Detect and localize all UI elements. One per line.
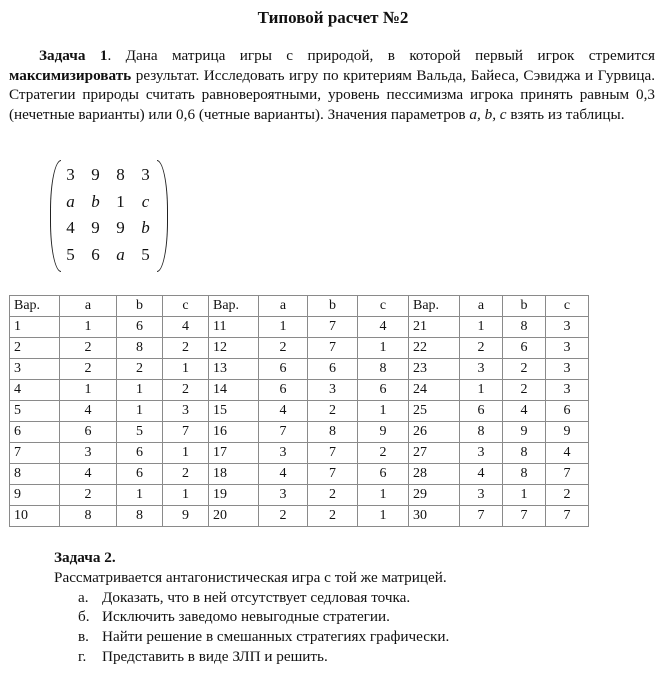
table-cell: 7 (308, 317, 358, 338)
list-item-text: Исключить заведомо невыгодные стратегии. (102, 608, 390, 626)
table-cell: 8 (503, 443, 546, 464)
table-cell: 1 (60, 380, 117, 401)
table-cell: 7 (503, 506, 546, 527)
table-cell: 2 (308, 401, 358, 422)
table-cell: 8 (503, 464, 546, 485)
matrix-cell: 3 (141, 165, 150, 185)
table-cell: 2 (546, 485, 589, 506)
table-cell: 7 (546, 506, 589, 527)
table-cell: 6 (503, 338, 546, 359)
table-cell: 8 (460, 422, 503, 443)
table-cell: 4 (259, 464, 308, 485)
table-cell: 3 (10, 359, 60, 380)
matrix-cell: 6 (91, 244, 100, 264)
table-cell: 3 (163, 401, 209, 422)
table-cell: 16 (209, 422, 259, 443)
column-header: a (460, 296, 503, 317)
table-cell: 30 (409, 506, 460, 527)
column-header: c (358, 296, 409, 317)
table-cell: 3 (259, 485, 308, 506)
matrix-cell: b (141, 218, 150, 238)
column-header: a (60, 296, 117, 317)
table-cell: 2 (503, 380, 546, 401)
table-cell: 4 (60, 401, 117, 422)
table-cell: 3 (546, 359, 589, 380)
table-cell: 6 (546, 401, 589, 422)
table-cell: 7 (460, 506, 503, 527)
table-row (10, 464, 589, 485)
table-cell: 2 (163, 338, 209, 359)
table-cell: 24 (409, 380, 460, 401)
table-row (10, 359, 589, 380)
column-header: Вар. (209, 296, 259, 317)
table-cell: 1 (163, 359, 209, 380)
table-cell: 19 (209, 485, 259, 506)
column-header: b (308, 296, 358, 317)
table-cell: 8 (60, 506, 117, 527)
list-item (54, 627, 449, 647)
table-cell: 8 (358, 359, 409, 380)
table-cell: 7 (308, 338, 358, 359)
table-cell: 7 (308, 443, 358, 464)
table-cell: 2 (460, 338, 503, 359)
task1-paragraph (9, 46, 655, 124)
column-header: a (259, 296, 308, 317)
table-cell: 3 (460, 359, 503, 380)
matrix-cell: 1 (116, 191, 125, 211)
table-row (10, 401, 589, 422)
task1-bold-word: максимизировать (9, 66, 132, 84)
table-row (10, 317, 589, 338)
task2-section (54, 548, 449, 667)
matrix-row (58, 189, 158, 216)
table-cell: 2 (10, 338, 60, 359)
table-cell: 2 (60, 485, 117, 506)
matrix-cell: 9 (91, 218, 100, 238)
table-cell: 6 (460, 401, 503, 422)
table-cell: 1 (460, 317, 503, 338)
table-row (10, 380, 589, 401)
table-cell: 7 (10, 443, 60, 464)
task2-list (54, 588, 449, 667)
table-cell: 4 (10, 380, 60, 401)
table-cell: 2 (117, 359, 163, 380)
table-cell: 2 (358, 443, 409, 464)
table-cell: 8 (117, 338, 163, 359)
column-header: c (546, 296, 589, 317)
matrix-cell: c (141, 191, 150, 211)
table-cell: 4 (259, 401, 308, 422)
task1-text-2: результат. Исследовать игру по критериям Вальда, Байеса, Сэвиджа и Гурвица. Стратегии природы считать равновероятными, уровень пессимизма игрока принять равным 0,3 (нечетные варианты) или 0,6 (четные варианты). Значения параметров (9, 66, 655, 123)
table-cell: 4 (60, 464, 117, 485)
table-cell: 1 (460, 380, 503, 401)
matrix-row (58, 215, 158, 242)
table-cell: 6 (259, 380, 308, 401)
table-cell: 4 (460, 464, 503, 485)
table-cell: 23 (409, 359, 460, 380)
table-cell: 6 (10, 422, 60, 443)
table-row (10, 422, 589, 443)
matrix-cell: 9 (116, 218, 125, 238)
table-cell: 2 (163, 380, 209, 401)
table-cell: 13 (209, 359, 259, 380)
column-header: b (117, 296, 163, 317)
task2-intro: Рассматривается антагонистическая игра с той же матрицей. (54, 568, 447, 586)
table-cell: 9 (503, 422, 546, 443)
table-cell: 14 (209, 380, 259, 401)
table-cell: 3 (308, 380, 358, 401)
table-cell: 1 (10, 317, 60, 338)
matrix-grid (58, 162, 158, 268)
table-cell: 4 (163, 317, 209, 338)
game-matrix (50, 160, 168, 272)
table-row (10, 338, 589, 359)
table-cell: 9 (358, 422, 409, 443)
table-cell: 1 (358, 485, 409, 506)
table-cell: 8 (308, 422, 358, 443)
task1-text-3: взять из таблицы. (506, 105, 625, 123)
table-cell: 20 (209, 506, 259, 527)
table-cell: 4 (358, 317, 409, 338)
list-marker: г. (78, 647, 87, 665)
table-row (10, 443, 589, 464)
matrix-cell: 4 (66, 218, 75, 238)
table-header-row (10, 296, 589, 317)
table-cell: 15 (209, 401, 259, 422)
table-cell: 1 (163, 443, 209, 464)
table-cell: 1 (163, 485, 209, 506)
list-item-text: Доказать, что в ней отсутствует седловая точка. (102, 588, 411, 606)
table-cell: 8 (503, 317, 546, 338)
table-cell: 6 (117, 464, 163, 485)
page-title: Типовой расчет №2 (257, 8, 409, 27)
variants-table (9, 295, 589, 527)
table-cell: 7 (163, 422, 209, 443)
table-cell: 9 (10, 485, 60, 506)
table-cell: 1 (358, 401, 409, 422)
matrix-cell: 5 (141, 244, 150, 264)
task2-label: Задача 2. (54, 549, 116, 566)
table-cell: 6 (308, 359, 358, 380)
table-cell: 1 (117, 401, 163, 422)
list-marker: а. (78, 588, 89, 606)
table-cell: 5 (10, 401, 60, 422)
table-cell: 5 (117, 422, 163, 443)
matrix-cell: a (66, 191, 75, 211)
list-item-text: Найти решение в смешанных стратегиях графически. (102, 628, 450, 646)
table-cell: 26 (409, 422, 460, 443)
table-cell: 28 (409, 464, 460, 485)
table-cell: 2 (308, 485, 358, 506)
table-cell: 3 (546, 317, 589, 338)
task1-label: Задача 1 (39, 47, 108, 64)
table-cell: 17 (209, 443, 259, 464)
list-item (54, 647, 449, 667)
table-cell: 18 (209, 464, 259, 485)
table-cell: 3 (546, 380, 589, 401)
table-cell: 2 (60, 338, 117, 359)
table-cell: 6 (117, 317, 163, 338)
column-header: b (503, 296, 546, 317)
table-cell: 25 (409, 401, 460, 422)
matrix-cell: 9 (91, 165, 100, 185)
table-cell: 21 (409, 317, 460, 338)
table-cell: 1 (259, 317, 308, 338)
table-cell: 1 (117, 380, 163, 401)
matrix-cell: a (116, 244, 125, 264)
table-cell: 12 (209, 338, 259, 359)
table-cell: 3 (460, 485, 503, 506)
list-marker: в. (78, 628, 89, 646)
table-cell: 3 (460, 443, 503, 464)
table-cell: 3 (60, 443, 117, 464)
table-cell: 2 (503, 359, 546, 380)
list-item (54, 607, 449, 627)
table-cell: 6 (117, 443, 163, 464)
table-cell: 2 (259, 338, 308, 359)
table-row (10, 506, 589, 527)
table-cell: 1 (358, 506, 409, 527)
table-cell: 6 (259, 359, 308, 380)
table-row (10, 485, 589, 506)
list-item (54, 588, 449, 608)
table-cell: 3 (546, 338, 589, 359)
matrix-cell: b (91, 191, 100, 211)
table-cell: 7 (308, 464, 358, 485)
table-cell: 2 (308, 506, 358, 527)
table-cell: 11 (209, 317, 259, 338)
table-cell: 1 (60, 317, 117, 338)
table-cell: 4 (503, 401, 546, 422)
list-marker: б. (78, 608, 90, 626)
table-cell: 8 (10, 464, 60, 485)
table-cell: 6 (60, 422, 117, 443)
table-cell: 2 (259, 506, 308, 527)
table-cell: 2 (60, 359, 117, 380)
table-cell: 10 (10, 506, 60, 527)
table-cell: 9 (546, 422, 589, 443)
matrix-row (58, 162, 158, 189)
column-header: Вар. (409, 296, 460, 317)
column-header: c (163, 296, 209, 317)
table-cell: 2 (163, 464, 209, 485)
right-parenthesis (157, 160, 168, 272)
table-cell: 7 (259, 422, 308, 443)
matrix-cell: 8 (116, 165, 125, 185)
table-cell: 1 (503, 485, 546, 506)
table-cell: 6 (358, 464, 409, 485)
table-cell: 6 (358, 380, 409, 401)
table-cell: 7 (546, 464, 589, 485)
table-cell: 1 (117, 485, 163, 506)
table-cell: 8 (117, 506, 163, 527)
column-header: Вар. (10, 296, 60, 317)
table-cell: 9 (163, 506, 209, 527)
matrix-row (58, 242, 158, 269)
table-cell: 3 (259, 443, 308, 464)
table-cell: 1 (358, 338, 409, 359)
table-cell: 4 (546, 443, 589, 464)
table-cell: 22 (409, 338, 460, 359)
matrix-cell: 5 (66, 244, 75, 264)
task1-params: a, b, c (469, 105, 507, 123)
list-item-text: Представить в виде ЗЛП и решить. (102, 647, 328, 665)
matrix-cell: 3 (66, 165, 75, 185)
table-cell: 27 (409, 443, 460, 464)
table-cell: 29 (409, 485, 460, 506)
task1-text-1: . Дана матрица игры с природой, в которой первый игрок стремится (107, 47, 655, 64)
